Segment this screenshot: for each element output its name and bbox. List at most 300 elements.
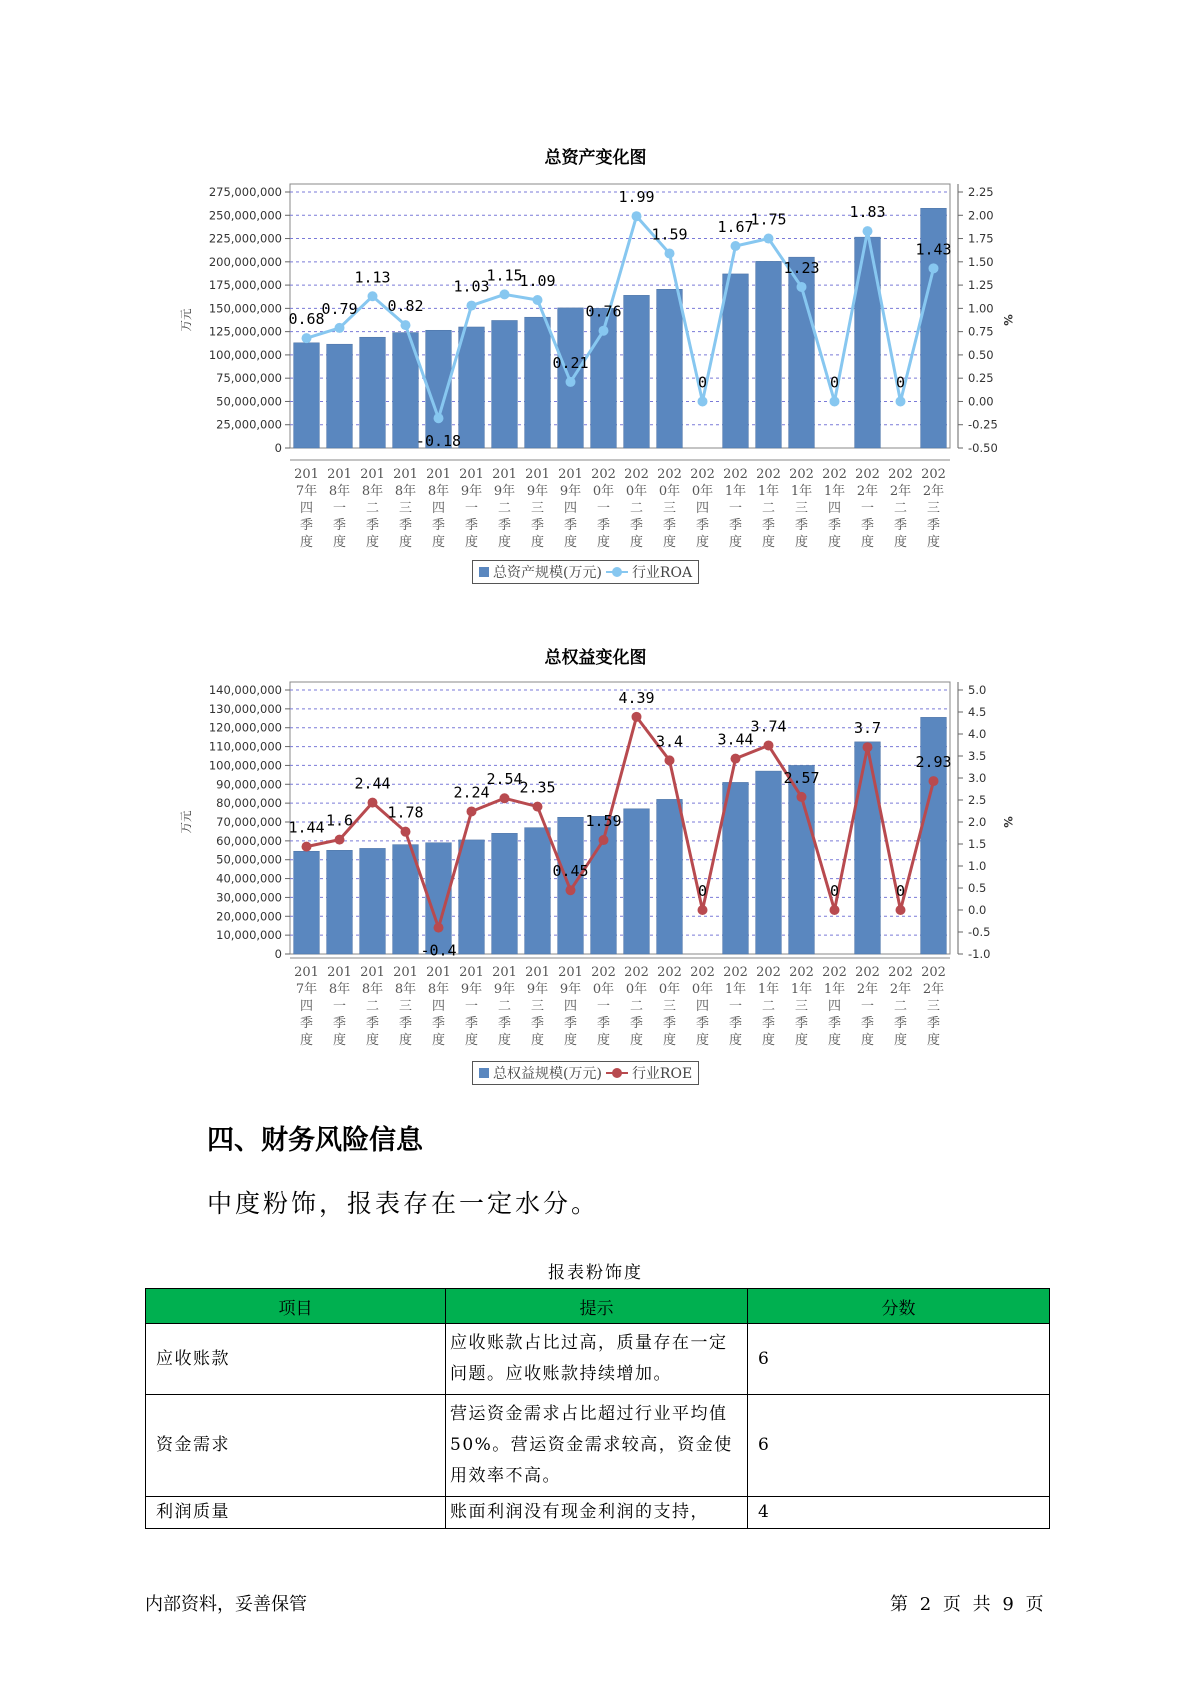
x-tick-line: 三 <box>794 999 809 1014</box>
data-label: 3.74 <box>750 717 787 736</box>
x-tick-line: 季 <box>299 518 314 533</box>
x-tick-label <box>624 965 649 1048</box>
x-tick-label <box>459 467 484 550</box>
x-tick-label <box>525 467 550 550</box>
table-row <box>146 1497 1050 1529</box>
y-tick-label: 250,000,000 <box>208 208 282 223</box>
x-tick-line: 2年 <box>856 982 879 997</box>
bar <box>855 237 881 448</box>
x-tick-line: 季 <box>761 1016 776 1031</box>
legend-line-label: 行业ROE <box>631 1066 693 1082</box>
data-label: 2.35 <box>519 778 556 797</box>
x-tick-line: 季 <box>629 1016 644 1031</box>
line-point <box>764 740 774 750</box>
whitewash-table <box>145 1288 1050 1529</box>
data-label: 1.44 <box>288 818 325 837</box>
line-point <box>368 291 378 301</box>
y2-tick-label: 1.25 <box>968 278 994 293</box>
x-tick-line: 季 <box>728 518 743 533</box>
x-tick-label <box>855 965 880 1048</box>
y2-tick-label: -0.25 <box>968 417 998 432</box>
x-tick-line: 202 <box>690 467 715 482</box>
line-point <box>929 776 939 786</box>
x-tick-line: 度 <box>926 1033 941 1048</box>
y2-tick-label: 0.50 <box>968 347 994 362</box>
x-tick-line: 度 <box>365 535 380 550</box>
x-tick-label <box>558 467 583 550</box>
x-tick-line: 8年 <box>328 484 351 499</box>
y-axis-title: 万元 <box>179 810 193 834</box>
row-hint: 应收账款占比过高，质量存在一定问题。应收账款持续增加。 <box>446 1324 748 1395</box>
x-tick-label <box>393 965 418 1048</box>
x-tick-line: 202 <box>657 965 682 980</box>
data-label: 2.24 <box>453 783 490 802</box>
row-item: 应收账款 <box>146 1324 446 1395</box>
x-tick-line: 8年 <box>394 982 417 997</box>
x-tick-line: 1年 <box>757 484 780 499</box>
x-tick-line: 季 <box>761 518 776 533</box>
line-point <box>632 712 642 722</box>
y-tick-label: 130,000,000 <box>208 701 282 716</box>
bar <box>624 809 650 954</box>
x-tick-line: 202 <box>822 467 847 482</box>
x-tick-line: 8年 <box>328 982 351 997</box>
x-tick-label <box>327 965 352 1048</box>
line-point <box>467 806 477 816</box>
x-tick-label <box>657 965 682 1048</box>
y-tick-label: 25,000,000 <box>216 417 282 432</box>
x-tick-line: 202 <box>822 965 847 980</box>
y-tick-label: 20,000,000 <box>216 909 282 924</box>
legend-line-swatch <box>606 567 628 577</box>
section-summary: 中度粉饰，报表存在一定水分。 <box>207 1189 600 1218</box>
x-tick-line: 2年 <box>889 982 912 997</box>
x-tick-line: 9年 <box>493 484 516 499</box>
data-label: -0.18 <box>415 432 462 451</box>
chart-title-total-equity: 总权益变化图 <box>544 648 647 668</box>
x-tick-line: 季 <box>596 518 611 533</box>
bar <box>525 828 551 954</box>
x-tick-label <box>624 467 649 550</box>
y-tick-label: 70,000,000 <box>216 815 282 829</box>
x-tick-line: 三 <box>530 501 545 516</box>
y2-tick-label: 1.0 <box>968 859 987 873</box>
x-tick-line: 度 <box>827 1033 842 1048</box>
x-tick-line: 季 <box>563 1016 578 1031</box>
x-tick-line: 201 <box>360 965 385 980</box>
x-tick-line: 201 <box>459 965 484 980</box>
x-tick-line: 二 <box>365 999 380 1014</box>
x-tick-label <box>393 467 418 550</box>
x-tick-label <box>756 965 781 1048</box>
x-tick-line: 8年 <box>427 484 450 499</box>
data-label: 0 <box>895 373 906 392</box>
x-tick-line: 度 <box>563 535 578 550</box>
bar <box>492 833 518 954</box>
line-point <box>467 301 477 311</box>
bar <box>657 289 683 448</box>
x-tick-line: 度 <box>398 535 413 550</box>
x-tick-line: 度 <box>761 1033 776 1048</box>
y-tick-label: 175,000,000 <box>208 278 282 293</box>
bar <box>327 850 353 954</box>
x-tick-line: 度 <box>926 535 941 550</box>
data-label: 2.93 <box>915 753 952 772</box>
x-tick-line: 季 <box>596 1016 611 1031</box>
x-tick-line: 季 <box>530 1016 545 1031</box>
x-tick-line: 二 <box>497 999 512 1014</box>
x-tick-label <box>525 965 550 1048</box>
x-tick-line: 二 <box>893 501 908 516</box>
y2-axis-title: % <box>1001 816 1015 828</box>
x-tick-line: 201 <box>294 467 319 482</box>
x-tick-line: 二 <box>761 999 776 1014</box>
legend-bar-label: 总资产规模(万元) <box>493 565 602 581</box>
y2-tick-label: 0.25 <box>968 371 994 386</box>
x-tick-line: 季 <box>695 1016 710 1031</box>
x-tick-label <box>921 965 946 1048</box>
bar <box>360 337 386 448</box>
x-tick-label <box>690 467 715 550</box>
legend-total-equity <box>472 1061 699 1085</box>
y2-tick-label: 2.00 <box>968 208 994 223</box>
x-tick-line: 三 <box>794 501 809 516</box>
x-tick-line: 度 <box>662 1033 677 1048</box>
section-title: 四、财务风险信息 <box>207 1125 423 1156</box>
bar <box>459 327 485 448</box>
x-tick-line: 201 <box>294 965 319 980</box>
line-point <box>665 248 675 258</box>
line-point <box>500 793 510 803</box>
x-tick-line: 度 <box>794 535 809 550</box>
y-tick-label: 225,000,000 <box>208 231 282 246</box>
y-tick-label: 0 <box>274 947 282 961</box>
data-label: 0.82 <box>387 297 424 316</box>
x-tick-line: 度 <box>398 1033 413 1048</box>
data-label: 1.78 <box>387 803 424 822</box>
line-point <box>797 792 807 802</box>
x-tick-line: 9年 <box>460 484 483 499</box>
y-tick-label: 40,000,000 <box>216 871 282 886</box>
data-label: 1.03 <box>453 277 490 296</box>
x-tick-line: 度 <box>563 1033 578 1048</box>
data-label: 2.54 <box>486 770 523 789</box>
x-tick-line: 202 <box>657 467 682 482</box>
x-tick-line: 度 <box>299 535 314 550</box>
x-tick-line: 8年 <box>361 484 384 499</box>
x-tick-line: 度 <box>893 535 908 550</box>
x-tick-label <box>591 965 616 1048</box>
x-tick-line: 0年 <box>691 982 714 997</box>
x-tick-line: 201 <box>525 467 550 482</box>
y-tick-label: 100,000,000 <box>208 347 282 362</box>
x-tick-line: 201 <box>426 467 451 482</box>
x-tick-line: 二 <box>497 501 512 516</box>
line-point <box>830 396 840 406</box>
x-tick-line: 1年 <box>724 484 747 499</box>
x-tick-line: 度 <box>662 535 677 550</box>
x-tick-line: 季 <box>398 1016 413 1031</box>
x-tick-line: 0年 <box>592 982 615 997</box>
y2-tick-label: 0.0 <box>968 903 987 917</box>
line-point <box>929 263 939 273</box>
x-tick-line: 季 <box>695 518 710 533</box>
x-tick-label <box>690 965 715 1048</box>
row-score: 4 <box>748 1497 1050 1529</box>
x-tick-line: 0年 <box>658 484 681 499</box>
line-point <box>401 320 411 330</box>
row-hint: 账面利润没有现金利润的支持， <box>446 1497 748 1529</box>
x-tick-line: 一 <box>332 999 347 1014</box>
x-tick-line: 9年 <box>526 982 549 997</box>
x-tick-line: 7年 <box>295 484 318 499</box>
y2-tick-label: 3.0 <box>968 771 987 785</box>
x-tick-line: 一 <box>464 999 479 1014</box>
x-tick-line: 季 <box>332 518 347 533</box>
data-label: 1.23 <box>783 258 820 277</box>
x-tick-line: 201 <box>492 965 517 980</box>
bar <box>459 840 485 954</box>
x-tick-line: 季 <box>398 518 413 533</box>
x-tick-label <box>327 467 352 550</box>
x-tick-line: 0年 <box>625 982 648 997</box>
y2-tick-label: 2.25 <box>968 185 994 199</box>
y-tick-label: 90,000,000 <box>216 777 282 792</box>
x-tick-line: 202 <box>855 467 880 482</box>
bar <box>294 851 320 954</box>
x-tick-line: 季 <box>332 1016 347 1031</box>
line-point <box>632 211 642 221</box>
bar <box>624 295 650 448</box>
x-tick-line: 202 <box>723 467 748 482</box>
x-tick-line: 度 <box>629 1033 644 1048</box>
bar <box>657 799 683 954</box>
data-label: 0 <box>895 882 906 900</box>
x-tick-line: 度 <box>530 535 545 550</box>
data-label: 0 <box>697 882 708 900</box>
x-tick-label <box>426 467 451 550</box>
row-item: 资金需求 <box>146 1395 446 1497</box>
x-tick-line: 201 <box>360 467 385 482</box>
x-tick-label <box>360 467 385 550</box>
x-tick-line: 度 <box>332 535 347 550</box>
y2-tick-label: 3.5 <box>968 749 987 763</box>
x-tick-label <box>360 965 385 1048</box>
x-tick-label <box>723 965 748 1048</box>
x-tick-label <box>294 965 319 1048</box>
x-tick-line: 一 <box>728 999 743 1014</box>
x-tick-line: 度 <box>596 1033 611 1048</box>
x-tick-line: 2年 <box>856 484 879 499</box>
y2-tick-label: -0.5 <box>968 925 991 939</box>
x-tick-line: 四 <box>563 999 578 1014</box>
data-label: 3.4 <box>655 732 684 751</box>
x-tick-line: 二 <box>629 999 644 1014</box>
x-tick-line: 201 <box>558 965 583 980</box>
line-point <box>698 396 708 406</box>
x-tick-line: 四 <box>827 501 842 516</box>
line-point <box>434 413 444 423</box>
line-point <box>401 827 411 837</box>
data-label: 1.99 <box>618 188 655 207</box>
data-label: 0.76 <box>585 302 622 321</box>
x-tick-line: 度 <box>431 535 446 550</box>
x-tick-line: 201 <box>558 467 583 482</box>
data-label: 0 <box>829 373 840 392</box>
x-tick-line: 度 <box>629 535 644 550</box>
x-tick-line: 季 <box>299 1016 314 1031</box>
y-tick-label: 120,000,000 <box>208 720 282 735</box>
y2-tick-label: 4.0 <box>968 727 987 741</box>
x-tick-line: 四 <box>827 999 842 1014</box>
bar <box>756 261 782 448</box>
x-tick-label <box>888 467 913 550</box>
x-tick-line: 季 <box>926 1016 941 1031</box>
x-tick-line: 季 <box>827 1016 842 1031</box>
x-tick-line: 9年 <box>559 484 582 499</box>
bar <box>525 317 551 448</box>
x-tick-line: 一 <box>332 501 347 516</box>
x-tick-label <box>888 965 913 1048</box>
row-score: 6 <box>748 1324 1050 1395</box>
y2-tick-label: 0.75 <box>968 324 994 339</box>
line-point <box>830 905 840 915</box>
x-tick-line: 一 <box>596 501 611 516</box>
line-point <box>863 742 873 752</box>
x-tick-line: 202 <box>624 467 649 482</box>
x-tick-label <box>789 467 814 550</box>
legend-total-assets <box>472 560 699 584</box>
x-tick-label <box>294 467 319 550</box>
x-tick-line: 8年 <box>427 982 450 997</box>
x-tick-line: 一 <box>596 999 611 1014</box>
x-tick-line: 202 <box>591 467 616 482</box>
x-tick-line: 三 <box>926 501 941 516</box>
x-tick-line: 度 <box>464 1033 479 1048</box>
x-tick-line: 度 <box>299 1033 314 1048</box>
x-tick-line: 201 <box>393 467 418 482</box>
x-tick-line: 季 <box>662 1016 677 1031</box>
line-point <box>896 396 906 406</box>
x-tick-line: 202 <box>756 965 781 980</box>
x-tick-line: 三 <box>398 501 413 516</box>
data-label: 3.44 <box>717 730 754 749</box>
x-tick-label <box>426 965 451 1048</box>
x-tick-line: 度 <box>893 1033 908 1048</box>
x-tick-line: 201 <box>525 965 550 980</box>
data-label: 1.09 <box>519 271 556 290</box>
x-tick-line: 四 <box>299 501 314 516</box>
x-tick-line: 度 <box>761 535 776 550</box>
x-tick-line: 三 <box>662 501 677 516</box>
x-tick-line: 201 <box>327 965 352 980</box>
x-tick-line: 四 <box>563 501 578 516</box>
data-label: 3.7 <box>853 719 882 738</box>
x-tick-line: 季 <box>629 518 644 533</box>
header-score: 分数 <box>748 1289 1050 1324</box>
y-axis-title: 万元 <box>179 308 193 332</box>
line-point <box>533 295 543 305</box>
x-tick-line: 季 <box>728 1016 743 1031</box>
bar <box>492 320 518 448</box>
table-caption: 报表粉饰度 <box>548 1263 643 1283</box>
x-tick-label <box>789 965 814 1048</box>
x-tick-line: 202 <box>690 965 715 980</box>
line-point <box>863 226 873 236</box>
x-tick-line: 季 <box>893 1016 908 1031</box>
y-tick-label: 30,000,000 <box>216 890 282 905</box>
data-label: 0.45 <box>552 862 589 881</box>
x-tick-line: 四 <box>299 999 314 1014</box>
x-tick-line: 季 <box>530 518 545 533</box>
x-tick-label <box>822 467 847 550</box>
x-tick-line: 度 <box>497 1033 512 1048</box>
x-tick-line: 0年 <box>625 484 648 499</box>
line-point <box>500 289 510 299</box>
x-tick-line: 一 <box>464 501 479 516</box>
x-tick-line: 三 <box>530 999 545 1014</box>
y-tick-label: 110,000,000 <box>208 739 282 754</box>
x-tick-line: 季 <box>431 518 446 533</box>
x-tick-line: 0年 <box>691 484 714 499</box>
x-tick-line: 度 <box>728 535 743 550</box>
x-tick-line: 202 <box>855 965 880 980</box>
bar <box>360 848 386 954</box>
y2-tick-label: 1.75 <box>968 231 994 246</box>
y-tick-label: 50,000,000 <box>216 852 282 867</box>
line-point <box>698 905 708 915</box>
y-tick-label: 50,000,000 <box>216 394 282 409</box>
x-tick-label <box>822 965 847 1048</box>
data-label: 1.83 <box>849 203 886 222</box>
y2-tick-label: -1.0 <box>968 947 991 961</box>
bar <box>294 343 320 448</box>
y2-tick-label: 1.00 <box>968 301 994 316</box>
table-row <box>146 1395 1050 1497</box>
y2-tick-label: -0.50 <box>968 441 998 455</box>
x-tick-line: 9年 <box>493 982 516 997</box>
x-tick-line: 度 <box>695 535 710 550</box>
x-tick-line: 1年 <box>757 982 780 997</box>
x-tick-label <box>492 467 517 550</box>
x-tick-line: 201 <box>327 467 352 482</box>
line-point <box>731 241 741 251</box>
x-tick-label <box>459 965 484 1048</box>
line-point <box>599 326 609 336</box>
y-tick-label: 125,000,000 <box>208 324 282 339</box>
line-point <box>665 755 675 765</box>
chart-title-total-assets: 总资产变化图 <box>544 148 647 168</box>
data-label: 1.6 <box>325 811 354 830</box>
header-item: 项目 <box>146 1289 446 1324</box>
x-tick-line: 二 <box>365 501 380 516</box>
y2-tick-label: 0.5 <box>968 881 987 895</box>
x-tick-line: 季 <box>860 1016 875 1031</box>
data-label: -0.4 <box>420 941 457 960</box>
data-label: 0 <box>697 373 708 392</box>
line-point <box>434 923 444 933</box>
x-tick-line: 度 <box>728 1033 743 1048</box>
data-label: 2.57 <box>783 768 820 787</box>
data-label: 1.15 <box>486 266 523 285</box>
x-tick-line: 0年 <box>658 982 681 997</box>
footer-confidential: 内部资料，妥善保管 <box>145 1594 307 1615</box>
y2-tick-label: 1.5 <box>968 837 987 851</box>
x-tick-line: 季 <box>464 518 479 533</box>
x-tick-line: 202 <box>921 467 946 482</box>
x-tick-line: 度 <box>695 1033 710 1048</box>
x-tick-line: 202 <box>789 965 814 980</box>
